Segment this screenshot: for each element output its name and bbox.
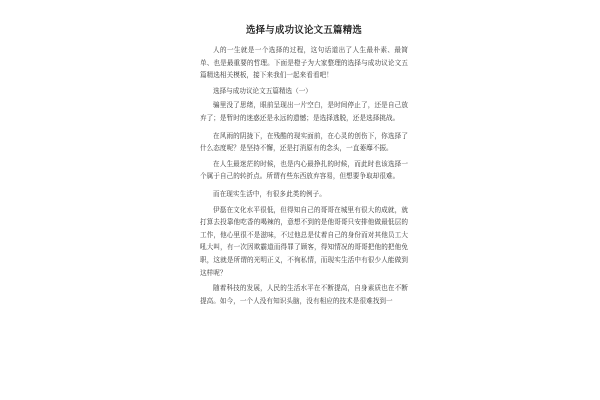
section-title: 选择与成功议论文五篇精选（一） [213,86,312,95]
document-body [200,24,408,310]
document-title: 选择与成功议论文五篇精选 [245,25,363,36]
body-paragraph: 骗里没了思绪，眼前呈现出一片空白，是时间停止了，还是自己放弃了；是暂时的迷惑还是永远的遗憾；是选择逃脱，还是选择挑战。 [200,101,408,122]
intro-paragraph: 人的一生就是一个选择的过程，这句话道出了人生最朴素、最简单、也是最重要的哲理。下面是橙子为大家整理的选择与成功议论文五篇精选相关模板，接下来我们一起来看看吧！ [200,46,408,80]
body-paragraph: 而在现实生活中，有很多此类的例子。 [213,189,326,198]
body-paragraph: 随着科技的发展，人民的生活水平在不断提高，自身素质也在不断提高。如今，一个人没有知识头脑，没有相应的技术是很难找到一 [200,284,408,305]
body-paragraph: 伊磊在文化水平很低，但得知自己的哥哥在城里有很大的成就，就打算去投靠他吃香的喝辣的，意想不到的是他哥哥只安排他做最低层的工作，他心里很不是滋味，不过他总是仗着自己的身份而对其他员工大吼大叫，有一次因欺霸道而得罪了顾客，得知情况的哥哥把他的把他免职，这就是所谓的光明正义，不徇私情，而现实生活中有很少人能做到这样呢？ [200,205,408,277]
body-paragraph: 在风雨的阴拢下，在残酷的现实面前，在心灵的创伤下，你选择了什么态度呢？是坚持不懈，还是打消原有的念头，一直萎靡不振。 [200,131,408,153]
body-paragraph: 在人生最迷茫的时候，也是内心最挣扎的时候，而此时也该选择一个属于自己的转折点。所谓有些东西放弃容易，但想要争取却很难。 [200,159,408,181]
